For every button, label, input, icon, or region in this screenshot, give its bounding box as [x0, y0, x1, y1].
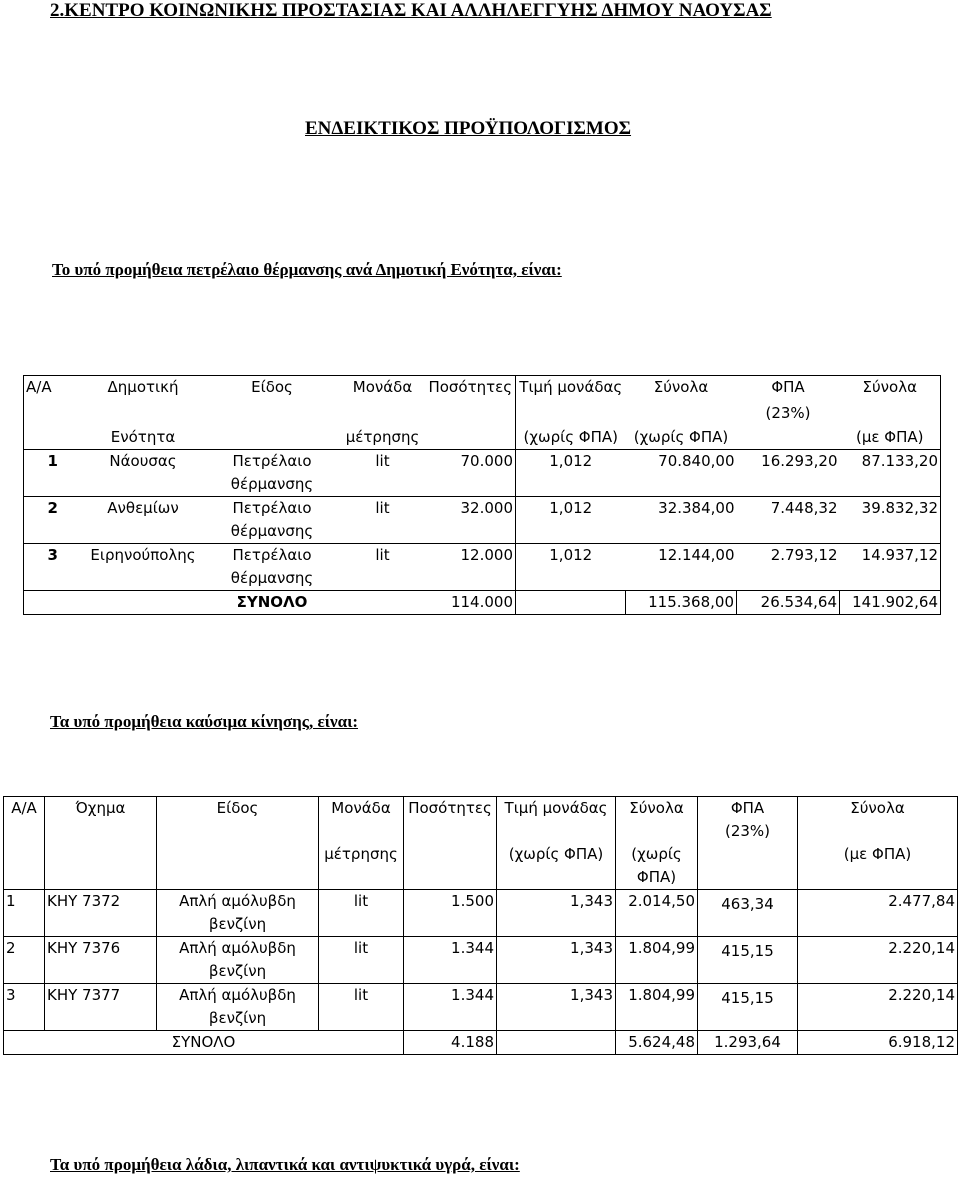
row-total: 2.220,14 — [798, 984, 958, 1031]
row-total: 87.133,20 — [840, 450, 941, 497]
col-header-vat-rate: (23%) — [765, 403, 811, 422]
row-measure: lit — [340, 544, 426, 591]
row-vat: 7.448,32 — [737, 497, 840, 544]
row-vat — [698, 937, 798, 984]
col-header-total — [798, 797, 958, 890]
row-aa: 3 — [24, 544, 82, 591]
row-vehicle: ΚΗΥ 7372 — [45, 890, 157, 937]
row-type-line2: θέρμανσης — [230, 475, 314, 493]
row-qty: 1.344 — [404, 984, 497, 1031]
row-qty: 12.000 — [426, 544, 516, 591]
row-unit: Ειρηνούπολης — [82, 544, 205, 591]
row-qty: 1.500 — [404, 890, 497, 937]
row-price: 1,343 — [497, 937, 616, 984]
row-type-line1: Απλή αμόλυβδη — [179, 939, 296, 957]
total-sum: 5.624,48 — [616, 1031, 698, 1055]
row-measure: lit — [319, 937, 404, 984]
col-header-sum — [616, 797, 698, 890]
col-header-measure-1: Μονάδα — [331, 799, 391, 817]
col-header-qty: Ποσότητες — [426, 376, 516, 402]
col-header-price-2: (χωρίς ΦΠΑ) — [523, 427, 618, 446]
row-vat-value: 415,15 — [721, 942, 774, 960]
col-header-sum: Σύνολα — [653, 378, 709, 396]
row-unit: Νάουσας — [82, 450, 205, 497]
row-total: 2.220,14 — [798, 937, 958, 984]
row-aa: 1 — [24, 450, 82, 497]
col-header-vehicle: Όχημα — [45, 797, 157, 890]
total-total: 6.918,12 — [798, 1031, 958, 1055]
row-qty: 32.000 — [426, 497, 516, 544]
col-header-type: Είδος — [157, 797, 319, 890]
row-type-line1: Απλή αμόλυβδη — [179, 986, 296, 1004]
row-vehicle: ΚΗΥ 7376 — [45, 937, 157, 984]
col-header-type: Είδος — [251, 378, 293, 396]
heating-intro-text: Το υπό προμήθεια πετρέλαιο θέρμανσης ανά Δημοτική Ενότητα, είναι: — [52, 260, 562, 279]
row-vat: 2.793,12 — [737, 544, 840, 591]
header-row — [4, 797, 958, 890]
row-type-line2: βενζίνη — [208, 962, 267, 980]
row-total: 14.937,12 — [840, 544, 941, 591]
col-header-unit-2: Ενότητα — [110, 427, 176, 446]
row-type — [157, 890, 319, 937]
total-vat: 26.534,64 — [737, 591, 840, 615]
col-header-measure-2: μέτρησης — [345, 427, 420, 446]
row-type — [157, 937, 319, 984]
col-header-price-1: Τιμή μονάδας — [504, 799, 608, 817]
row-type-line2: βενζίνη — [208, 915, 267, 933]
col-header-measure: Μονάδα — [352, 378, 413, 396]
total-qty: 114.000 — [426, 591, 516, 615]
col-header-total: Σύνολα — [862, 378, 917, 396]
col-header-vat: ΦΠΑ — [771, 378, 805, 396]
row-vat-value: 415,15 — [721, 989, 774, 1007]
col-header-sum-2: (χωρίς — [631, 845, 682, 863]
total-sum: 115.368,00 — [626, 591, 737, 615]
col-header-sum-3: ΦΠΑ) — [636, 868, 677, 886]
total-qty: 4.188 — [404, 1031, 497, 1055]
row-type — [157, 984, 319, 1031]
table-row — [24, 450, 941, 497]
col-header-price-2: (χωρίς ΦΠΑ) — [508, 845, 604, 863]
total-total: 141.902,64 — [840, 591, 941, 615]
row-vat: 16.293,20 — [737, 450, 840, 497]
header-row — [24, 426, 941, 450]
total-vat: 1.293,64 — [698, 1031, 798, 1055]
col-header-sum-1: Σύνολα — [629, 799, 684, 817]
organization-title: 2.ΚΕΝΤΡΟ ΚΟΙΝΩΝΙΚΗΣ ΠΡΟΣΤΑΣΙΑΣ ΚΑΙ ΑΛΛΗΛΕΓΓΥΗΣ ΔΗΜΟΥ ΝΑΟΥΣΑΣ — [50, 0, 772, 21]
row-measure: lit — [319, 984, 404, 1031]
col-header-vat-1: ΦΠΑ — [730, 799, 765, 817]
row-aa: 1 — [4, 890, 45, 937]
header-row — [24, 376, 941, 402]
row-unit: Ανθεμίων — [82, 497, 205, 544]
total-label: ΣΥΝΟΛΟ — [205, 591, 340, 615]
row-type-line1: Πετρέλαιο — [232, 452, 312, 470]
row-price: 1,343 — [497, 984, 616, 1031]
col-header-aa: Α/Α — [26, 378, 52, 396]
col-header-aa: Α/Α — [4, 797, 45, 890]
row-type — [205, 497, 340, 544]
heating-oil-table — [23, 375, 941, 615]
total-label: ΣΥΝΟΛΟ — [4, 1031, 404, 1055]
row-aa: 2 — [24, 497, 82, 544]
row-vat — [698, 984, 798, 1031]
col-header-total-2: (με ΦΠΑ) — [843, 845, 912, 863]
row-price: 1,012 — [516, 544, 626, 591]
col-header-total-2: (με ΦΠΑ) — [856, 427, 924, 446]
table-row — [4, 890, 958, 937]
row-type — [205, 544, 340, 591]
row-sum: 12.144,00 — [626, 544, 737, 591]
row-type-line2: θέρμανσης — [230, 569, 314, 587]
row-sum: 1.804,99 — [616, 937, 698, 984]
table-row — [24, 544, 941, 591]
total-row — [24, 591, 941, 615]
row-price: 1,012 — [516, 450, 626, 497]
row-sum: 32.384,00 — [626, 497, 737, 544]
col-header-vat — [698, 797, 798, 890]
row-measure: lit — [340, 450, 426, 497]
col-header-qty: Ποσότητες — [404, 797, 497, 890]
row-vehicle: ΚΗΥ 7377 — [45, 984, 157, 1031]
motor-fuel-table — [3, 796, 958, 1055]
col-header-measure-2: μέτρησης — [324, 845, 398, 863]
row-vat-value: 463,34 — [721, 895, 774, 913]
row-type-line1: Απλή αμόλυβδη — [179, 892, 296, 910]
row-type-line1: Πετρέλαιο — [232, 546, 312, 564]
row-price: 1,343 — [497, 890, 616, 937]
row-type-line1: Πετρέλαιο — [232, 499, 312, 517]
table-row — [24, 497, 941, 544]
col-header-measure — [319, 797, 404, 890]
row-measure: lit — [340, 497, 426, 544]
row-sum: 2.014,50 — [616, 890, 698, 937]
col-header-unit: Δημοτική — [107, 378, 179, 396]
total-row — [4, 1031, 958, 1055]
table-row — [4, 984, 958, 1031]
col-header-price: Τιμή μονάδας — [519, 378, 623, 396]
row-price: 1,012 — [516, 497, 626, 544]
col-header-total-1: Σύνολα — [850, 799, 905, 817]
row-aa: 2 — [4, 937, 45, 984]
col-header-sum-2: (χωρίς ΦΠΑ) — [633, 427, 729, 446]
row-qty: 70.000 — [426, 450, 516, 497]
row-total: 2.477,84 — [798, 890, 958, 937]
row-type — [205, 450, 340, 497]
col-header-vat-2: (23%) — [724, 822, 771, 840]
fuel-intro-text: Τα υπό προμήθεια καύσιμα κίνησης, είναι: — [50, 712, 359, 731]
col-header-price — [497, 797, 616, 890]
row-measure: lit — [319, 890, 404, 937]
row-sum: 70.840,00 — [626, 450, 737, 497]
lubricants-intro-text: Τα υπό προμήθεια λάδια, λιπαντικά και αντιψυκτικά υγρά, είναι: — [50, 1155, 520, 1174]
row-qty: 1.344 — [404, 937, 497, 984]
row-aa: 3 — [4, 984, 45, 1031]
budget-title: ΕΝΔΕΙΚΤΙΚΟΣ ΠΡΟΫΠΟΛΟΓΙΣΜΟΣ — [305, 118, 632, 139]
row-type-line2: θέρμανσης — [230, 522, 314, 540]
row-type-line2: βενζίνη — [208, 1009, 267, 1027]
table-row — [4, 937, 958, 984]
header-row — [24, 402, 941, 426]
row-vat — [698, 890, 798, 937]
row-sum: 1.804,99 — [616, 984, 698, 1031]
row-total: 39.832,32 — [840, 497, 941, 544]
